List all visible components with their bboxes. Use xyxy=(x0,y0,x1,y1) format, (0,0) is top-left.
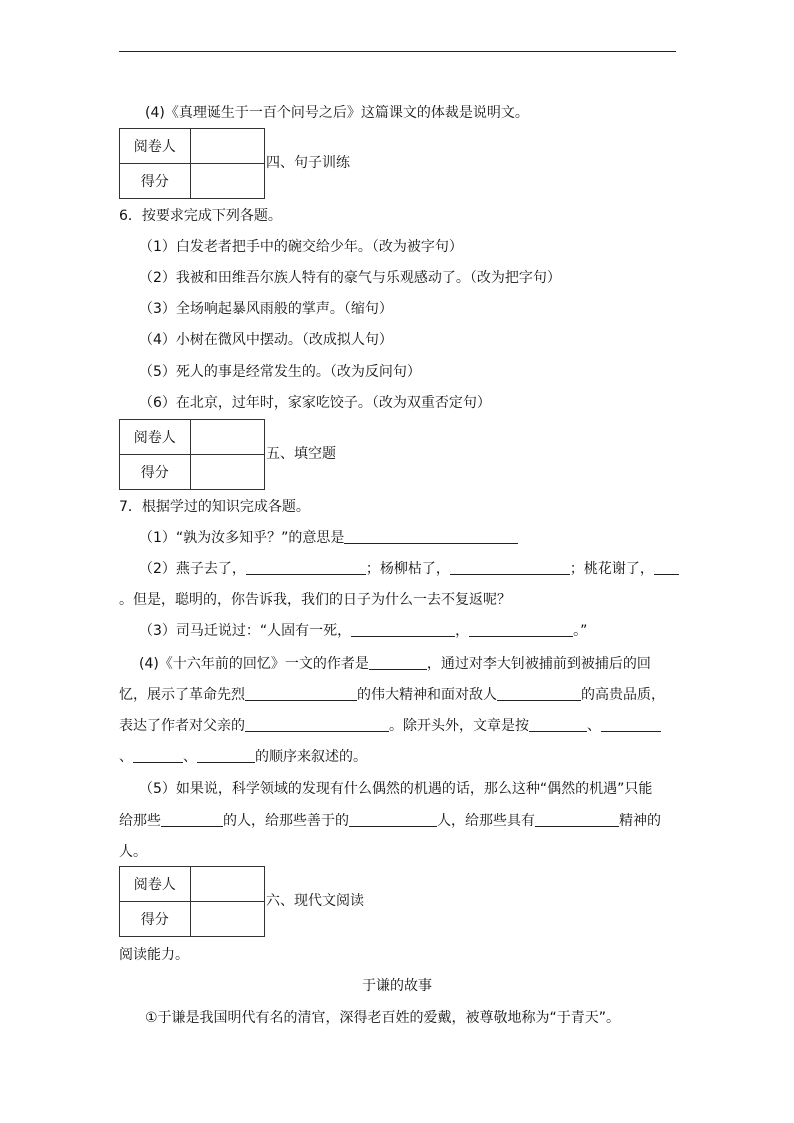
section-4-title: 四、句子训练 xyxy=(266,155,350,171)
score-label: 得分 xyxy=(120,902,191,937)
q7-item2-text-b: ；杨柳枯了， xyxy=(365,561,450,577)
q7-item-4-line3 xyxy=(119,717,661,735)
q7-item4-text-d: 的伟大精神和面对敌人 xyxy=(357,687,497,703)
q7-item5-text-d: 人，给那些具有 xyxy=(437,813,535,829)
q6-item-2: （2）我被和田维吾尔族人特有的豪气与乐观感动了。（改为把字句） xyxy=(139,270,561,286)
answer-blank[interactable] xyxy=(133,748,183,763)
reviewer-label: 阅卷人 xyxy=(120,420,191,455)
q6-item-4: （4）小树在微风中摆动。（改成拟人句） xyxy=(139,332,393,348)
score-label: 得分 xyxy=(120,455,191,490)
q7-item2-text-a: （2）燕子去了， xyxy=(139,561,246,577)
answer-blank[interactable] xyxy=(161,812,223,827)
q7-item3-text-a: （3）司马迁说过：“人固有一死， xyxy=(139,623,352,639)
q7-item-1 xyxy=(139,529,518,547)
answer-blank[interactable] xyxy=(601,717,661,732)
q7-item4-text-i: 、 xyxy=(119,749,133,765)
q7-item4-text-j: 、 xyxy=(183,749,197,765)
q7-item-5-line1: （5）如果说，科学领域的发现有什么偶然的机遇的话，那么这种“偶然的机遇”只能 xyxy=(139,781,653,797)
answer-blank[interactable] xyxy=(246,560,366,575)
q7-item4-text-c: 忆，展示了革命先烈 xyxy=(119,687,245,703)
score-box[interactable] xyxy=(190,902,264,937)
answer-blank[interactable] xyxy=(344,529,518,544)
answer-blank[interactable] xyxy=(450,560,570,575)
q6-item-1: （1）白发老者把手中的碗交给少年。（改为被字句） xyxy=(139,239,463,255)
q7-item1-text: （1）“孰为汝多知乎？”的意思是 xyxy=(139,530,345,546)
q7-item4-text-h: 、 xyxy=(587,718,601,734)
answer-blank[interactable] xyxy=(497,686,581,701)
answer-blank[interactable] xyxy=(245,686,357,701)
q7-item-4-line2 xyxy=(119,686,665,704)
q7-item3-text-b: ， xyxy=(455,623,470,639)
q7-item-4-line4 xyxy=(119,748,367,766)
q7-item2-text-c: ；桃花谢了， xyxy=(569,561,654,577)
q7-item5-text-b: 给那些 xyxy=(119,813,161,829)
q7-item-2-line1 xyxy=(139,560,679,578)
q7-item-3 xyxy=(139,622,587,640)
score-box[interactable] xyxy=(190,164,264,199)
answer-blank[interactable] xyxy=(529,717,587,732)
q7-item5-text-e: 精神的 xyxy=(619,813,661,829)
q7-item4-text-b: ，通过对李大钊被捕前到被捕后的回 xyxy=(426,656,651,672)
header-rule xyxy=(119,51,676,52)
reviewer-box[interactable] xyxy=(190,420,264,455)
q5-item4-text: (4)《真理诞生于一百个问号之后》这篇课文的体裁是说明文。 xyxy=(145,105,529,121)
q7-item-5-line3: 人。 xyxy=(119,844,147,860)
q7-item-4-line1 xyxy=(139,655,651,673)
reviewer-label: 阅卷人 xyxy=(120,867,191,902)
answer-blank[interactable] xyxy=(535,812,619,827)
answer-blank[interactable] xyxy=(197,748,255,763)
q7-stem: 7．根据学过的知识完成各题。 xyxy=(119,499,310,515)
q6-stem: 6．按要求完成下列各题。 xyxy=(119,208,282,224)
q7-item4-text-f: 表达了作者对父亲的 xyxy=(119,718,245,734)
score-table-1 xyxy=(119,128,265,199)
q6-item-5: （5）死人的事是经常发生的。（改为反问句） xyxy=(139,364,421,380)
q7-item3-text-c: 。” xyxy=(573,623,588,639)
q7-item-5-line2 xyxy=(119,812,661,830)
q7-item5-text-c: 的人，给那些善于的 xyxy=(223,813,349,829)
reviewer-label: 阅卷人 xyxy=(120,129,191,164)
score-table-2 xyxy=(119,419,265,490)
q7-item4-text-k: 的顺序来叙述的。 xyxy=(255,749,367,765)
q6-item-3: （3）全场响起暴风雨般的掌声。（缩句） xyxy=(139,301,393,317)
q7-item4-text-a: (4)《十六年前的回忆》一文的作者是 xyxy=(139,656,369,672)
score-label: 得分 xyxy=(120,164,191,199)
section-5-title: 五、填空题 xyxy=(266,446,336,462)
answer-blank[interactable] xyxy=(351,622,455,637)
q7-item4-text-e: 的高贵品质， xyxy=(581,687,665,703)
answer-blank[interactable] xyxy=(654,560,679,575)
answer-blank[interactable] xyxy=(369,655,427,670)
answer-blank[interactable] xyxy=(469,622,573,637)
score-box[interactable] xyxy=(190,455,264,490)
q7-item-2-line2: 。但是，聪明的，你告诉我，我们的日子为什么一去不复返呢？ xyxy=(119,592,511,608)
answer-blank[interactable] xyxy=(245,717,389,732)
reviewer-box[interactable] xyxy=(190,129,264,164)
q7-item4-text-g: 。除开头外，文章是按 xyxy=(389,718,529,734)
score-table-3 xyxy=(119,866,265,937)
q6-item-6: （6）在北京，过年时，家家吃饺子。（改为双重否定句） xyxy=(139,395,491,411)
section-6-title: 六、现代文阅读 xyxy=(266,893,364,909)
reviewer-box[interactable] xyxy=(190,867,264,902)
passage-title: 于谦的故事 xyxy=(362,978,432,994)
reading-ability-label: 阅读能力。 xyxy=(119,947,189,963)
passage-paragraph-1: ①于谦是我国明代有名的清官，深得老百姓的爱戴，被尊敬地称为“于青天”。 xyxy=(145,1010,621,1026)
answer-blank[interactable] xyxy=(349,812,437,827)
